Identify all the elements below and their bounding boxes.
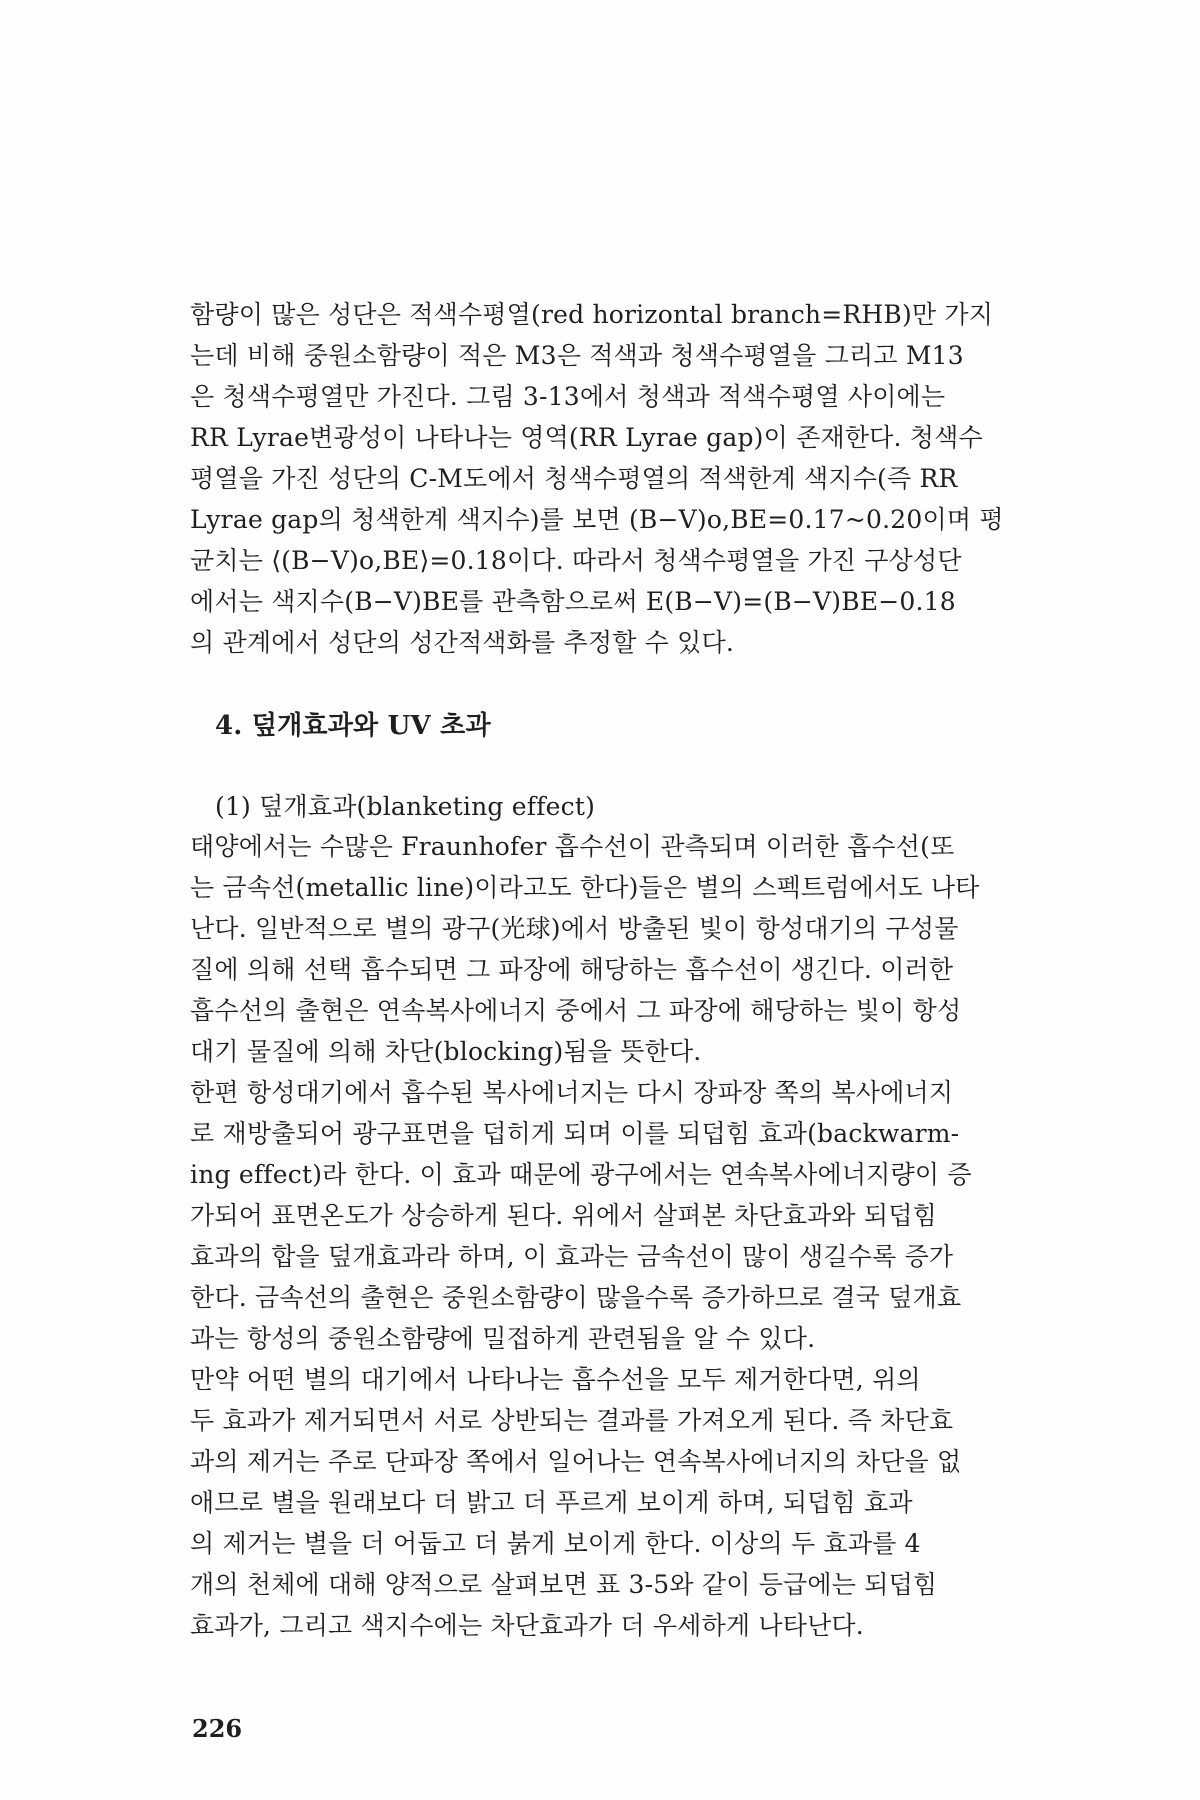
paragraph-line: 균치는 ⟨(B−V)o,BE⟩=0.18이다. 따라서 청색수평열을 가진 구상성단 [190,546,962,575]
paragraph-line: 애므로 별을 원래보다 더 밝고 더 푸르게 보이게 하며, 되덥힘 효과 [190,1488,913,1517]
paragraph-line: 한편 항성대기에서 흡수된 복사에너지는 다시 장파장 쪽의 복사에너지 [190,1078,954,1107]
paragraph-line: 질에 의해 선택 흡수되면 그 파장에 해당하는 흡수선이 생긴다. 이러한 [190,955,954,984]
paragraph-line: 흡수선의 출현은 연속복사에너지 중에서 그 파장에 해당하는 빛이 항성 [190,996,962,1025]
paragraph-line: 평열을 가진 성단의 C-M도에서 청색수평열의 적색한계 색지수(즉 RR [190,464,958,493]
paragraph-line: 는데 비해 중원소함량이 적은 M3은 적색과 청색수평열을 그리고 M13 [190,341,964,370]
paragraph-line: 과는 항성의 중원소함량에 밀접하게 관련됨을 알 수 있다. [190,1324,816,1353]
paragraph-line: 는 금속선(metallic line)이라고도 한다)들은 별의 스펙트럼에서도 나타 [190,873,980,902]
paragraph-blanketing-effect [190,826,1060,1646]
page-number: 226 [192,1714,243,1743]
paragraph-line: 효과의 합을 덮개효과라 하며, 이 효과는 금속선이 많이 생길수록 증가 [190,1242,954,1271]
paragraph-line: 효과가, 그리고 색지수에는 차단효과가 더 우세하게 나타난다. [190,1611,864,1640]
paragraph-line: 가되어 표면온도가 상승하게 된다. 위에서 살펴본 차단효과와 되덥힘 [190,1201,937,1230]
paragraph-line: Lyrae gap의 청색한계 색지수)를 보면 (B−V)o,BE=0.17~0.20이며 평 [190,505,1004,534]
paragraph-line: 한다. 금속선의 출현은 중원소함량이 많을수록 증가하므로 결국 덮개효 [190,1283,962,1312]
paragraph-line: 과의 제거는 주로 단파장 쪽에서 일어나는 연속복사에너지의 차단을 없 [190,1447,962,1476]
paragraph-line: ing effect)라 한다. 이 효과 때문에 광구에서는 연속복사에너지량이 증 [190,1160,972,1189]
paragraph-line: 로 재방출되어 광구표면을 덥히게 되며 이를 되덥힘 효과(backwarm- [190,1119,960,1148]
paragraph-line: 함량이 많은 성단은 적색수평열(red horizontal branch=RHB)만 가지 [190,300,994,329]
subsection-heading: (1) 덮개효과(blanketing effect) [215,792,596,821]
paragraph-line: 의 관계에서 성단의 성간적색화를 추정할 수 있다. [190,628,735,657]
paragraph-line: 만약 어떤 별의 대기에서 나타나는 흡수선을 모두 제거한다면, 위의 [190,1365,921,1394]
paragraph-line: 난다. 일반적으로 별의 광구(光球)에서 방출된 빛이 항성대기의 구성물 [190,914,959,943]
paragraph-line: 은 청색수평열만 가진다. 그림 3-13에서 청색과 적색수평열 사이에는 [190,382,946,411]
paragraph-line: 태양에서는 수많은 Fraunhofer 흡수선이 관측되며 이러한 흡수선(또 [190,832,955,861]
paragraph-line: RR Lyrae변광성이 나타나는 영역(RR Lyrae gap)이 존재한다. 청색수 [190,423,983,452]
paragraph-line: 두 효과가 제거되면서 서로 상반되는 결과를 가져오게 된다. 즉 차단효 [190,1406,954,1435]
paragraph-line: 의 제거는 별을 더 어둡고 더 붉게 보이게 한다. 이상의 두 효과를 4 [190,1529,921,1558]
paragraph-line: 대기 물질에 의해 차단(blocking)됨을 뜻한다. [190,1037,702,1066]
paragraph-red-horizontal-branch [190,294,1060,663]
section-heading: 4. 덮개효과와 UV 초과 [215,711,491,741]
paragraph-line: 개의 천체에 대해 양적으로 살펴보면 표 3-5와 같이 등급에는 되덥힘 [190,1570,938,1599]
paragraph-line: 에서는 색지수(B−V)BE를 관측함으로써 E(B−V)=(B−V)BE−0.18 [190,587,956,616]
